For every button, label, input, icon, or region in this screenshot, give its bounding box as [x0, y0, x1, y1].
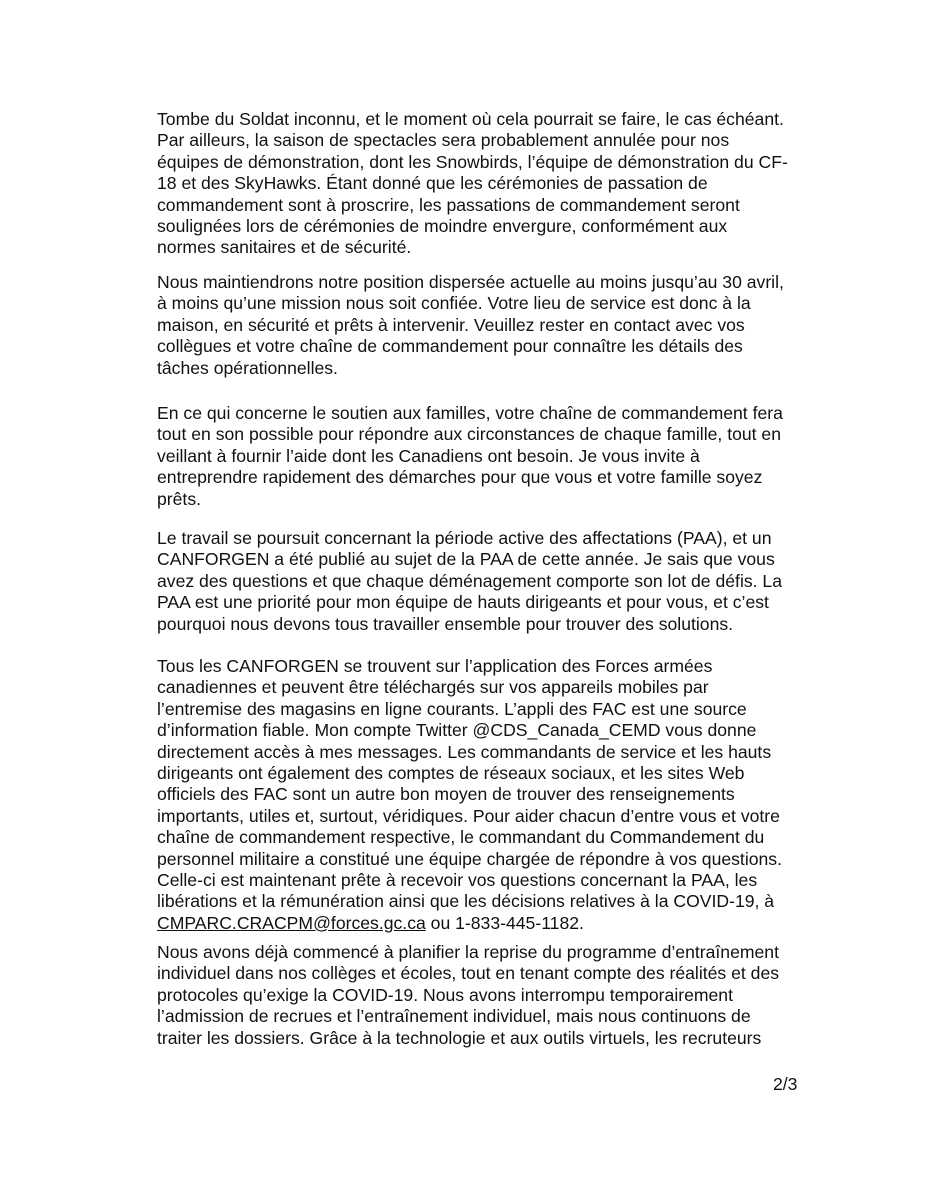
text-line: pourquoi nous devons tous travailler ensemble pour trouver des solutions.	[157, 613, 734, 634]
text-line: à moins qu’une mission nous soit confiée. Votre lieu de service est donc à la	[157, 293, 751, 314]
text-line: l’entremise des magasins en ligne courants. L’appli des FAC est une source	[157, 698, 747, 719]
text-line: dirigeants ont également des comptes de réseaux sociaux, et les sites Web	[157, 763, 745, 784]
text-line: Par ailleurs, la saison de spectacles sera probablement annulée pour nos	[157, 130, 730, 151]
text-line: importants, utiles et, surtout, véridiques. Pour aider chacun d’entre vous et votre	[157, 805, 780, 826]
text-line: collègues et votre chaîne de commandement pour connaître les détails des	[157, 336, 743, 357]
text-line: En ce qui concerne le soutien aux familles, votre chaîne de commandement fera	[157, 403, 783, 423]
text-line: individuel dans nos collèges et écoles, tout en tenant compte des réalités et des	[157, 963, 780, 984]
email-link[interactable]: CMPARC.CRACPM@forces.gc.ca	[157, 912, 426, 933]
text-line: soulignées lors de cérémonies de moindre envergure, conformément aux	[157, 216, 728, 237]
text-line: avez des questions et que chaque déménagement comporte son lot de défis. La	[157, 570, 782, 591]
text-line: chaîne de commandement respective, le commandant du Commandement du	[157, 827, 765, 848]
paragraph-training	[157, 942, 779, 1049]
page-number: 2/3	[773, 1074, 798, 1094]
text-line: canadiennes et peuvent être téléchargés sur vos appareils mobiles par	[157, 677, 709, 698]
text-line: entreprendre rapidement des démarches pour que vous et votre famille soyez	[157, 467, 763, 488]
paragraph-dispersed-posture	[157, 272, 784, 379]
paragraph-family-support	[157, 403, 783, 510]
text-line: personnel militaire a constitué une équipe chargée de répondre à vos questions.	[157, 848, 782, 869]
text-line: Celle-ci est maintenant prête à recevoir vos questions concernant la PAA, les	[157, 870, 758, 891]
text-line: veillant à fournir l’aide dont les Canadiens ont besoin. Je vous invite à	[157, 445, 700, 466]
paragraph-ceremonies	[157, 109, 788, 259]
text-line: CANFORGEN a été publié au sujet de la PAA de cette année. Je sais que vous	[157, 549, 775, 570]
text-line: tout en son possible pour répondre aux circonstances de chaque famille, tout en	[157, 424, 781, 445]
text-line: Tombe du Soldat inconnu, et le moment où cela pourrait se faire, le cas échéant.	[157, 109, 784, 129]
paragraph-paa	[157, 528, 782, 635]
text-line: libérations et la rémunération ainsi que les décisions relatives à la COVID-19, à	[157, 891, 775, 912]
text-line: 18 et des SkyHawks. Étant donné que les cérémonies de passation de	[157, 173, 708, 194]
contact-line	[157, 913, 782, 934]
text-line: d’information fiable. Mon compte Twitter @CDS_Canada_CEMD vous donne	[157, 720, 757, 741]
text-line: Nous avons déjà commencé à planifier la reprise du programme d’entraînement	[157, 942, 779, 962]
text-line: Le travail se poursuit concernant la période active des affectations (PAA), et un	[157, 528, 772, 548]
text-line: commandement sont à proscrire, les passations de commandement seront	[157, 194, 740, 215]
text-line: directement accès à mes messages. Les commandants de service et les hauts	[157, 741, 772, 762]
phone-text: ou 1-833-445-1182.	[425, 912, 584, 933]
text-line: PAA est une priorité pour mon équipe de hauts dirigeants et pour vous, et c’est	[157, 592, 769, 613]
paragraph-canforgen	[157, 656, 782, 934]
text-line: Tous les CANFORGEN se trouvent sur l’application des Forces armées	[157, 656, 713, 676]
text-line: Nous maintiendrons notre position dispersée actuelle au moins jusqu’au 30 avril,	[157, 272, 784, 292]
text-line: prêts.	[157, 488, 202, 509]
text-line: l’admission de recrues et l’entraînement individuel, mais nous continuons de	[157, 1006, 751, 1027]
text-line: traiter les dossiers. Grâce à la technologie et aux outils virtuels, les recruteurs	[157, 1027, 762, 1048]
text-line: équipes de démonstration, dont les Snowbirds, l’équipe de démonstration du CF-	[157, 151, 788, 172]
text-line: officiels des FAC sont un autre bon moyen de trouver des renseignements	[157, 784, 735, 805]
text-line: protocoles qu’exige la COVID-19. Nous avons interrompu temporairement	[157, 984, 733, 1005]
text-line: maison, en sécurité et prêts à intervenir. Veuillez rester en contact avec vos	[157, 314, 745, 335]
text-line: tâches opérationnelles.	[157, 357, 338, 378]
text-line: normes sanitaires et de sécurité.	[157, 237, 412, 258]
